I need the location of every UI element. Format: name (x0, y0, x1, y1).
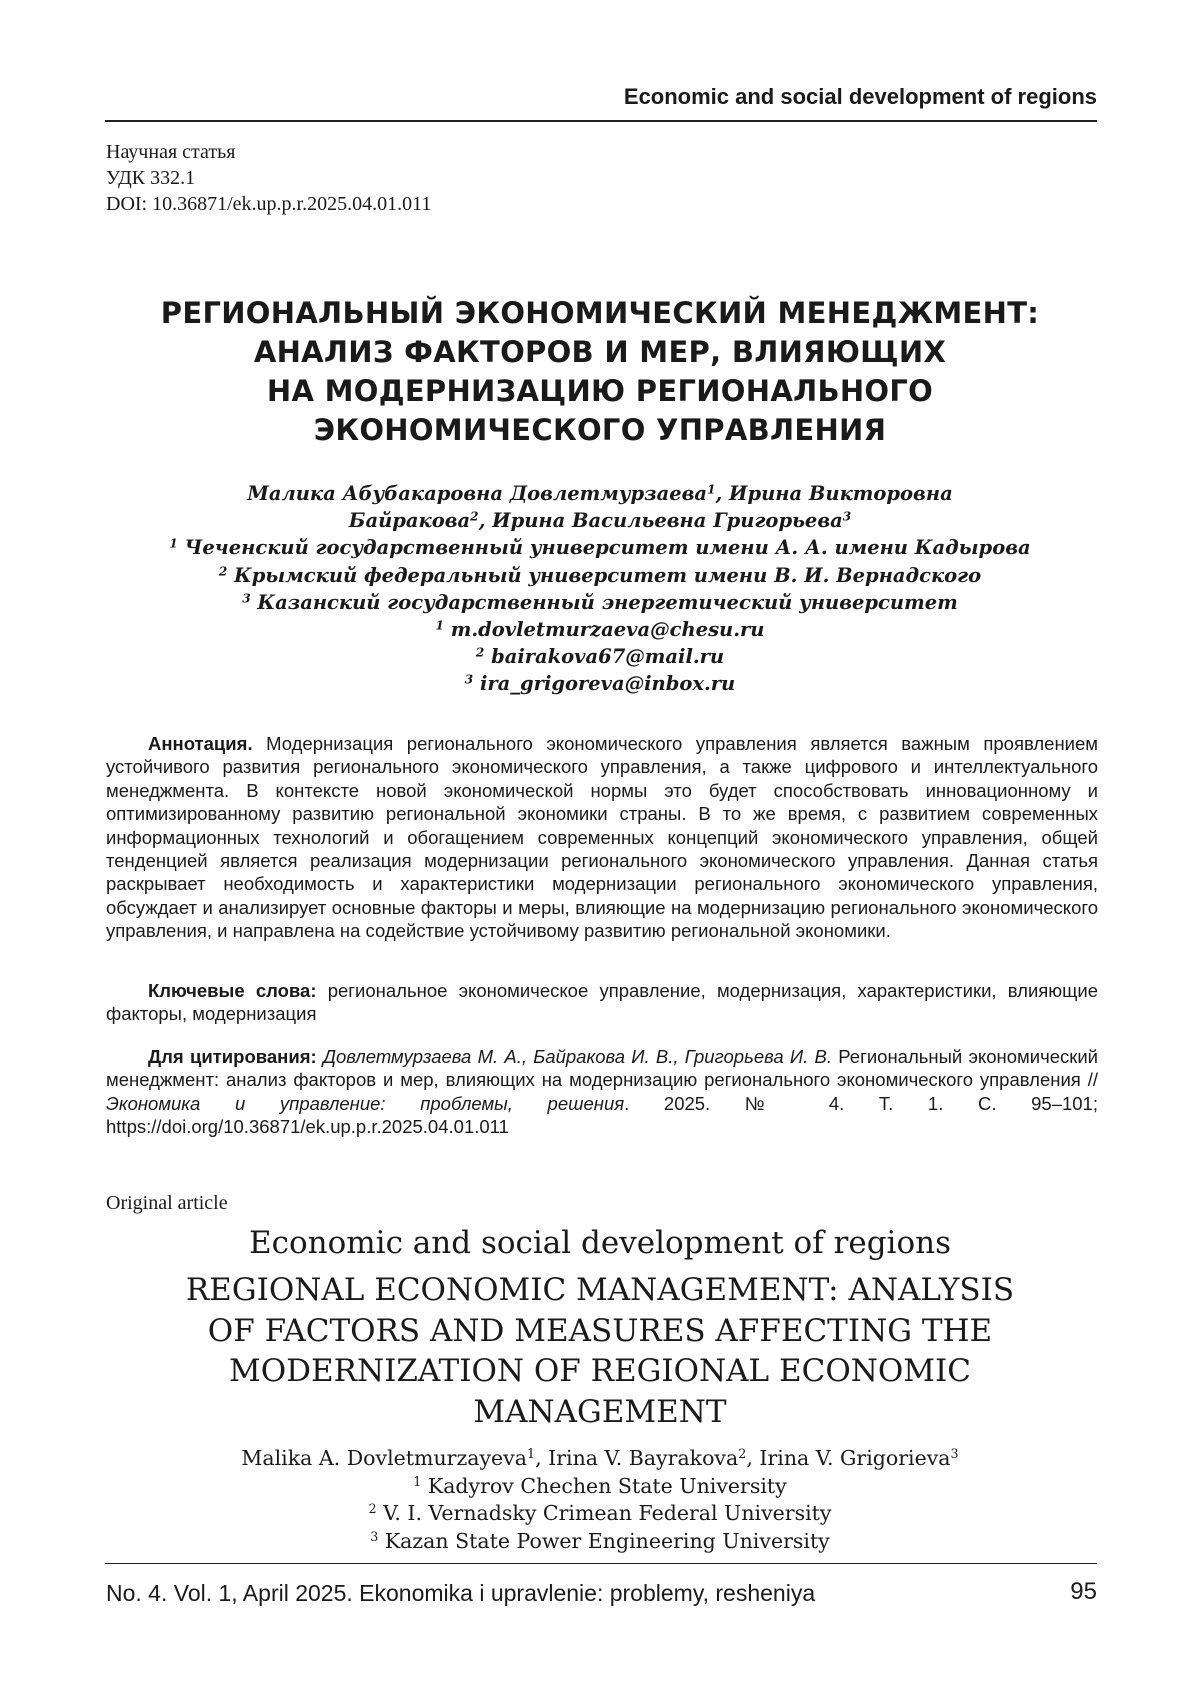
footer-issue: No. 4. Vol. 1, April 2025. Ekonomika i upravlenie: problemy, resheniya (106, 1580, 816, 1606)
keywords-label: Ключевые слова: (148, 980, 317, 1001)
ru-affiliation-2: $^2$ Крымский федеральный университет имени В. И. Вернадского (218, 563, 982, 587)
ru-affiliation-3: $^3$ Казанский государственный энергетический университет (242, 590, 958, 614)
abstract-label: Аннотация. (148, 733, 253, 754)
keywords (106, 979, 1098, 1026)
doi[interactable]: DOI: 10.36871/ek.up.p.r.2025.04.01.011 (106, 193, 432, 215)
en-section-title: Economic and social development of regions (249, 1225, 951, 1261)
ru-authors-line-2: Байракова$^2$, Ирина Васильевна Григорьева$^3$ (348, 509, 852, 533)
email-3[interactable]: $^3$ ira_grigoreva@inbox.ru (464, 672, 736, 696)
ru-article-title: РЕГИОНАЛЬНЫЙ ЭКОНОМИЧЕСКИЙ МЕНЕДЖМЕНТ: АНАЛИЗ ФАКТОРОВ И МЕР, ВЛИЯЮЩИХ НА МОДЕРНИЗАЦИЮ РЕГИОНАЛЬНОГО ЭКОНОМИЧЕСКОГО УПРАВЛЕНИЯ (160, 296, 1040, 447)
citation-journal: Экономика и управление: проблемы, решения (106, 1092, 625, 1114)
en-authors-line: Malika A. Dovletmurzayeva$^1$, Irina V. Bayrakova$^2$, Irina V. Grigorieva$^3$ (241, 1446, 959, 1470)
email-1[interactable]: $^1$ m.dovletmurzaeva@chesu.ru (435, 618, 765, 642)
ru-affiliation-1: $^1$ Чеченский государственный университет имени А. А. имени Кадырова (169, 536, 1031, 560)
citation-label: Для цитирования: (148, 1046, 317, 1067)
running-header: Economic and social development of regions (105, 84, 1097, 122)
citation-authors: Довлетмурзаева М. А., Байракова И. В., Григорьева И. В. (322, 1046, 832, 1067)
keywords-text: региональное экономическое управление, модернизация, характеристики, влияющие факторы, модернизация (106, 980, 1099, 1025)
udc-code: УДК 332.1 (106, 167, 196, 189)
ru-authors-block (60, 480, 1140, 698)
en-article-title: REGIONAL ECONOMIC MANAGEMENT: ANALYSIS OF FACTORS AND MEASURES AFFECTING THE MODERNIZATION OF REGIONAL ECONOMIC MANAGEMENT (185, 1272, 1015, 1430)
page-number: 95 (1070, 1578, 1097, 1605)
abstract-text: Модернизация регионального экономического управления является важным проявлением устойчивого развития регионального экономического управления, а также цифрового и интеллектуального менеджмента. В контексте новой экономической нормы это будет способствовать инновационному и оптимизированному развитию региональной экономики страны. В то же время, с развитием современных информационных технологий и обогащением современных концепций экономического управления, общей тенденцией является реализация модернизации регионального экономического управления. Данная статья раскрывает необходимость и характеристики модернизации регионального экономического управления, обсуждает и анализирует основные факторы и меры, влияющие на модернизацию регионального экономического управления, и направлена на содействие устойчивому развитию региональной экономики. (106, 733, 1099, 942)
article-type: Научная статья (106, 141, 236, 163)
en-authors-block (80, 1445, 1120, 1555)
footer-divider (105, 1563, 1097, 1564)
en-article-type: Original article (106, 1192, 228, 1214)
abstract (106, 732, 1098, 943)
citation-tail: . 2025. № 4. Т. 1. С. 95–101; https://doi.org/10.36871/ek.up.p.r.2025.04.01.011 (106, 1092, 1098, 1138)
email-2[interactable]: $^2$ bairakova67@mail.ru (475, 645, 725, 669)
en-affiliation-3: $^3$ Kazan State Power Engineering University (370, 1528, 830, 1553)
citation-title: Региональный экономический менеджмент: анализ факторов и мер, влияющих на модернизацию регионального экономического управления // (106, 1046, 1099, 1091)
citation (106, 1045, 1098, 1139)
ru-authors-line-1: Малика Абубакаровна Довлетмурзаева$^1$, Ирина Викторовна (247, 482, 953, 505)
article-meta (106, 139, 431, 217)
en-affiliation-1: $^1$ Kadyrov Chechen State University (413, 1473, 787, 1498)
en-affiliation-2: $^2$ V. I. Vernadsky Crimean Federal University (368, 1501, 832, 1526)
